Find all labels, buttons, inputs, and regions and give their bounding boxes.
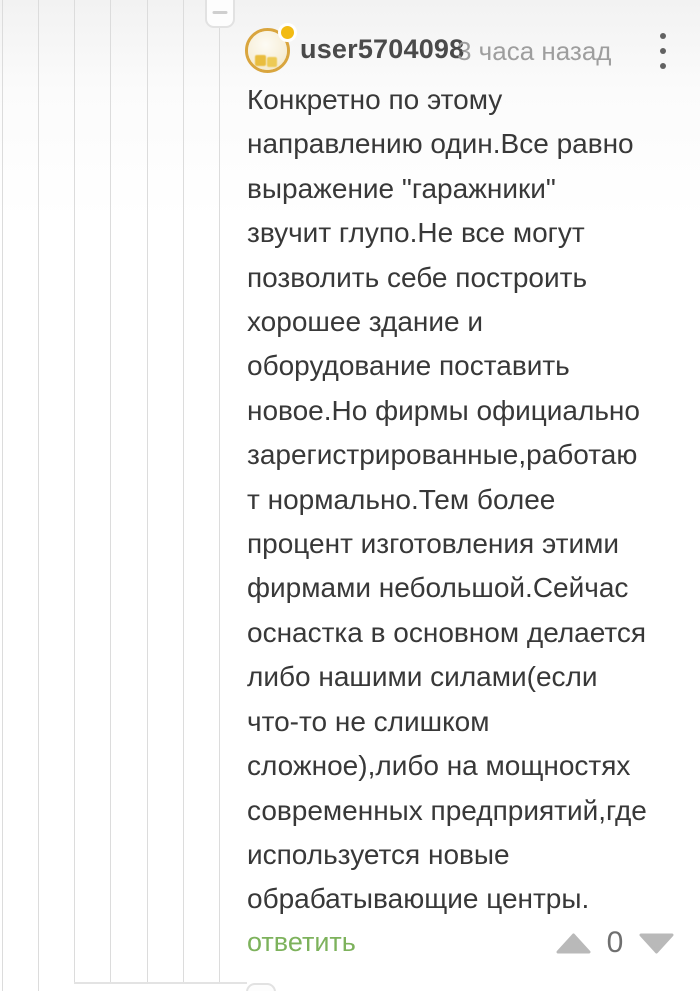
comment-text-line: новое.Но фирмы официально: [247, 394, 640, 426]
avatar[interactable]: [245, 27, 295, 77]
upvote-button[interactable]: [556, 933, 591, 954]
comment-text-line: процент изготовления этими: [247, 528, 619, 560]
comment-text-line: что-то не слишком: [247, 705, 490, 737]
thread-line: [147, 0, 148, 983]
thread-line: [74, 0, 75, 983]
reply-button[interactable]: ответить: [247, 927, 356, 957]
comment-timestamp[interactable]: 3 часа назад: [457, 36, 612, 66]
comment-text-line: хорошее здание и: [247, 306, 484, 338]
vote-controls: [556, 922, 674, 964]
comment-text-line: либо нашими силами(если: [247, 661, 598, 693]
comment-text-line: направлению один.Все равно: [247, 128, 634, 160]
comment-text-line: оснастка в основном делается: [247, 616, 647, 648]
thread-line: [2, 0, 3, 991]
comment-text-line: фирмами небольшой.Сейчас: [247, 572, 629, 604]
comment-text-line: выражение "гаражники": [247, 172, 556, 204]
comment-text-line: позволить себе построить: [247, 261, 588, 293]
downvote-button[interactable]: [639, 933, 674, 954]
comment-menu-button[interactable]: [652, 29, 674, 73]
vote-count: 0: [606, 926, 624, 959]
comment-text-line: сложное),либо на мощностях: [247, 750, 631, 782]
comment-text-line: оборудование поставить: [247, 350, 570, 382]
status-dot-icon: [278, 23, 297, 42]
arrow-up-icon: [558, 935, 589, 952]
thread-line: [38, 0, 39, 991]
kebab-menu-icon: [660, 48, 666, 54]
comment-text-line: зарегистрированные,работаю: [247, 439, 638, 471]
kebab-menu-icon: [660, 63, 666, 69]
comment-text-line: звучит глупо.Не все могут: [247, 217, 585, 249]
comment-text-line: обрабатывающие центры.: [247, 883, 590, 915]
comment-text-line: используется новые: [247, 838, 510, 870]
minus-icon: [213, 11, 228, 14]
avatar-dice-icon: [267, 57, 277, 67]
thread-line: [110, 0, 111, 983]
comment-footer: [247, 922, 674, 964]
collapse-next-comment-button[interactable]: [246, 983, 276, 991]
comment-text-line: современных предприятий,где: [247, 794, 647, 826]
avatar-dice-icon: [255, 55, 266, 66]
kebab-menu-icon: [660, 33, 666, 39]
thread-line: [219, 28, 220, 983]
comment-text-line: т нормально.Тем более: [247, 483, 556, 515]
thread-line: [183, 0, 184, 983]
comment-text: [247, 78, 687, 922]
comment-text-line: Конкретно по этому: [247, 84, 503, 115]
collapse-comment-button[interactable]: [205, 0, 235, 28]
thread-connector-line: [74, 982, 247, 984]
username-link[interactable]: user5704098: [300, 34, 465, 64]
arrow-down-icon: [641, 935, 672, 952]
